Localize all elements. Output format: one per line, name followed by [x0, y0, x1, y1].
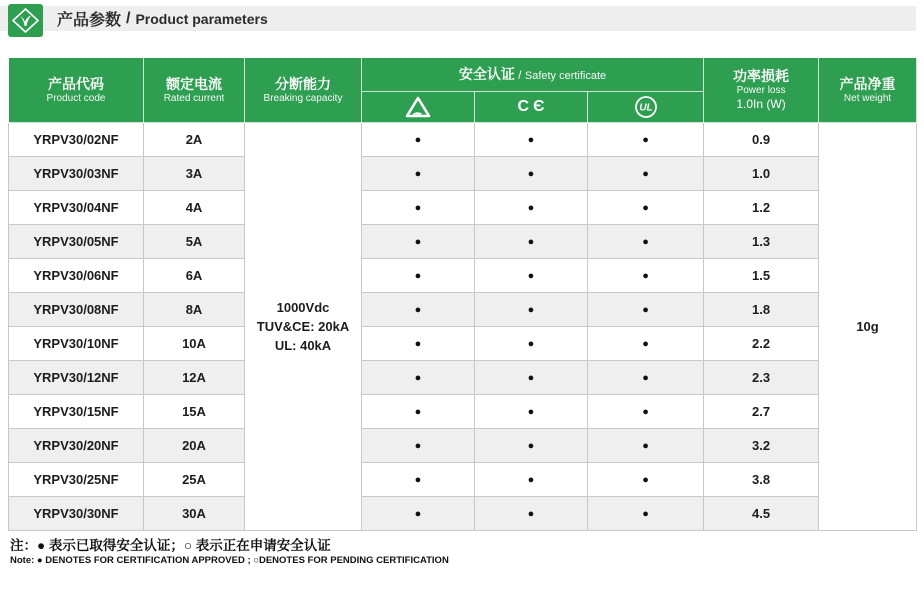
page-title	[57, 6, 268, 31]
table-row	[9, 361, 917, 395]
header-rated-current-en: Rated current	[163, 92, 225, 104]
brand-logo-icon	[8, 4, 43, 37]
header-product-code-en: Product code	[46, 92, 106, 104]
ul-cert-cell: ●	[588, 395, 704, 429]
ce-cert-cell: ●	[475, 463, 588, 497]
ul-cert-cell: ●	[588, 157, 704, 191]
footnote-zh: 注：● 表示已取得安全认证；○ 表示正在申请安全认证	[10, 538, 331, 553]
ul-cert-cell: ●	[588, 293, 704, 327]
rated-current-cell: 3A	[144, 157, 245, 191]
table-row	[9, 123, 917, 157]
header-safety-certificate-zh: 安全认证	[458, 65, 515, 82]
footnote-en: Note: ● DENOTES FOR CERTIFICATION APPROVED ; ○DENOTES FOR PENDING CERTIFICATION	[10, 555, 449, 566]
brand-logo-glyph	[11, 7, 40, 34]
power-loss-cell: 1.5	[704, 259, 819, 293]
header-power-loss-unit: 1.0In (W)	[736, 97, 786, 111]
ce-cert-cell: ●	[475, 395, 588, 429]
header-net-weight-en: Net weight	[843, 92, 892, 104]
product-code-cell: YRPV30/06NF	[9, 259, 144, 293]
tuv-cert-cell: ●	[362, 497, 475, 531]
table-row	[9, 259, 917, 293]
page-title-zh: 产品参数	[57, 12, 122, 29]
page-title-en: Product parameters	[135, 10, 268, 27]
rated-current-cell: 10A	[144, 327, 245, 361]
rated-current-cell: 20A	[144, 429, 245, 463]
power-loss-cell: 2.2	[704, 327, 819, 361]
rated-current-cell: 4A	[144, 191, 245, 225]
product-code-cell: YRPV30/25NF	[9, 463, 144, 497]
product-parameters-table	[8, 57, 917, 531]
header-ce-column	[475, 92, 588, 123]
header-breaking-capacity-zh: 分断能力	[275, 75, 331, 92]
rated-current-cell: 6A	[144, 259, 245, 293]
ul-cert-cell: ●	[588, 259, 704, 293]
ce-cert-cell: ●	[475, 157, 588, 191]
tuv-cert-cell: ●	[362, 123, 475, 157]
ul-cert-cell: ●	[588, 429, 704, 463]
product-code-cell: YRPV30/20NF	[9, 429, 144, 463]
header-net-weight-zh: 产品净重	[839, 75, 896, 92]
table-row	[9, 395, 917, 429]
power-loss-cell: 1.3	[704, 225, 819, 259]
table-row	[9, 225, 917, 259]
header-power-loss-en: Power loss	[736, 85, 786, 96]
ce-cert-cell: ●	[475, 361, 588, 395]
power-loss-cell: 0.9	[704, 123, 819, 157]
table-body	[9, 123, 917, 531]
header-rated-current-zh: 额定电流	[166, 75, 222, 92]
power-loss-cell: 3.8	[704, 463, 819, 497]
tuv-cert-cell: ●	[362, 225, 475, 259]
header-safety-certificate-en: Safety certificate	[524, 69, 607, 82]
ce-cert-cell: ●	[475, 497, 588, 531]
ul-mark-icon	[634, 95, 658, 119]
product-code-cell: YRPV30/10NF	[9, 327, 144, 361]
ce-mark-icon: CЄ	[517, 98, 549, 115]
ce-cert-cell: ●	[475, 429, 588, 463]
breaking-capacity-line: 1000Vdc	[276, 300, 330, 315]
header-product-code	[9, 58, 144, 123]
breaking-capacity-line: UL: 40kA	[274, 338, 332, 353]
net-weight-cell: 10g	[819, 123, 917, 531]
ce-cert-cell: ●	[475, 123, 588, 157]
header-ul-column	[588, 92, 704, 123]
tuv-cert-cell: ●	[362, 395, 475, 429]
ce-cert-cell: ●	[475, 327, 588, 361]
table-row	[9, 463, 917, 497]
rated-current-cell: 30A	[144, 497, 245, 531]
footnote	[10, 537, 449, 567]
tuv-cert-cell: ●	[362, 259, 475, 293]
breaking-capacity-cell	[245, 123, 362, 531]
header-breaking-capacity-en: Breaking capacity	[263, 92, 343, 104]
table-row	[9, 429, 917, 463]
ul-cert-cell: ●	[588, 361, 704, 395]
rated-current-cell: 12A	[144, 361, 245, 395]
ce-cert-cell: ●	[475, 225, 588, 259]
rated-current-cell: 25A	[144, 463, 245, 497]
power-loss-cell: 2.7	[704, 395, 819, 429]
power-loss-cell: 4.5	[704, 497, 819, 531]
product-code-cell: YRPV30/12NF	[9, 361, 144, 395]
tuv-cert-cell: ●	[362, 463, 475, 497]
product-code-cell: YRPV30/08NF	[9, 293, 144, 327]
header-power-loss	[704, 58, 819, 123]
svg-text:UL: UL	[638, 102, 653, 114]
tuv-cert-cell: ●	[362, 293, 475, 327]
tuv-cert-cell: ●	[362, 361, 475, 395]
tuv-cert-cell: ●	[362, 191, 475, 225]
header-net-weight	[819, 58, 917, 123]
header-safety-certificate-sep: /	[514, 67, 525, 82]
table-row	[9, 293, 917, 327]
product-code-cell: YRPV30/02NF	[9, 123, 144, 157]
power-loss-cell: 3.2	[704, 429, 819, 463]
product-code-cell: YRPV30/15NF	[9, 395, 144, 429]
ul-cert-cell: ●	[588, 463, 704, 497]
tuv-triangle-icon	[405, 96, 431, 118]
rated-current-cell: 2A	[144, 123, 245, 157]
rated-current-cell: 5A	[144, 225, 245, 259]
power-loss-cell: 1.0	[704, 157, 819, 191]
tuv-cert-cell: ●	[362, 327, 475, 361]
tuv-cert-cell: ●	[362, 429, 475, 463]
product-code-cell: YRPV30/30NF	[9, 497, 144, 531]
tuv-cert-cell: ●	[362, 157, 475, 191]
ul-cert-cell: ●	[588, 497, 704, 531]
header-tuv-column	[362, 92, 475, 123]
power-loss-cell: 2.3	[704, 361, 819, 395]
header-rated-current	[144, 58, 245, 123]
header-safety-certificate	[362, 58, 704, 92]
ul-cert-cell: ●	[588, 191, 704, 225]
table-row	[9, 497, 917, 531]
header-power-loss-zh: 功率损耗	[733, 68, 790, 84]
power-loss-cell: 1.2	[704, 191, 819, 225]
rated-current-cell: 15A	[144, 395, 245, 429]
product-code-cell: YRPV30/03NF	[9, 157, 144, 191]
ul-cert-cell: ●	[588, 225, 704, 259]
product-code-cell: YRPV30/05NF	[9, 225, 144, 259]
table-row	[9, 191, 917, 225]
power-loss-cell: 1.8	[704, 293, 819, 327]
ul-cert-cell: ●	[588, 123, 704, 157]
ce-cert-cell: ●	[475, 293, 588, 327]
header-product-code-zh: 产品代码	[48, 75, 104, 92]
product-code-cell: YRPV30/04NF	[9, 191, 144, 225]
ce-cert-cell: ●	[475, 191, 588, 225]
header-breaking-capacity	[245, 58, 362, 123]
ul-cert-cell: ●	[588, 327, 704, 361]
table-row	[9, 157, 917, 191]
page-title-separator: /	[126, 9, 131, 27]
ce-cert-cell: ●	[475, 259, 588, 293]
table-row	[9, 327, 917, 361]
rated-current-cell: 8A	[144, 293, 245, 327]
breaking-capacity-line: TUV&CE: 20kA	[256, 319, 350, 334]
